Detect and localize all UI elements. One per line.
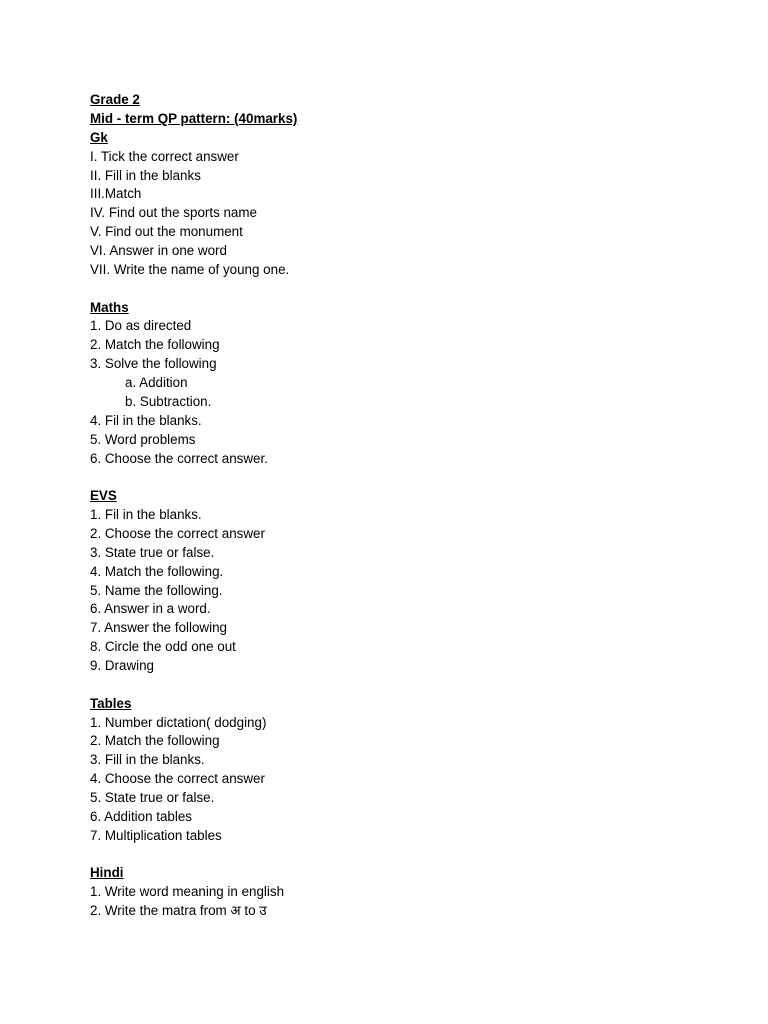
list-item: 2. Choose the correct answer xyxy=(90,525,265,541)
section-spacer xyxy=(90,469,730,488)
list-item: 1. Write word meaning in english xyxy=(90,884,285,900)
document-title: Grade 2 xyxy=(90,92,140,107)
section-spacer xyxy=(90,676,730,695)
list-item: 2. Match the following xyxy=(90,337,220,353)
sub-list-item: a. Addition xyxy=(125,375,188,391)
list-item: 5. State true or false. xyxy=(90,790,215,806)
section-heading-evs: EVS xyxy=(90,488,117,504)
section-heading-maths: Maths xyxy=(90,299,129,315)
list-item: 6. Addition tables xyxy=(90,808,192,824)
list-item: 3. Solve the following xyxy=(90,356,217,372)
list-item: VI. Answer in one word xyxy=(90,243,227,259)
list-item: 6. Answer in a word. xyxy=(90,601,211,617)
list-item: 5. Name the following. xyxy=(90,582,223,598)
list-item: 1. Fil in the blanks. xyxy=(90,507,202,522)
list-item: 4. Match the following. xyxy=(90,563,224,579)
list-item: 5. Word problems xyxy=(90,431,196,447)
list-item: 1. Do as directed xyxy=(90,318,192,334)
section-maths xyxy=(90,299,730,469)
section-evs xyxy=(90,487,730,676)
sub-list-item: b. Subtraction. xyxy=(125,393,212,409)
list-item: 6. Choose the correct answer. xyxy=(90,450,268,466)
list-item: 8. Circle the odd one out xyxy=(90,639,236,655)
list-item: 7. Multiplication tables xyxy=(90,827,222,843)
section-hindi xyxy=(90,864,730,921)
section-spacer xyxy=(90,280,730,299)
list-item: 2. Match the following xyxy=(90,733,220,749)
list-item: VII. Write the name of young one. xyxy=(90,262,290,278)
document-subtitle: Mid - term QP pattern: (40marks) xyxy=(90,110,298,126)
list-item: V. Find out the monument xyxy=(90,224,243,240)
section-heading-gk: Gk xyxy=(90,129,108,145)
list-item: III.Match xyxy=(90,186,142,202)
list-item: 3. Fill in the blanks. xyxy=(90,752,205,768)
document-page xyxy=(90,91,730,921)
list-item: 1. Number dictation( dodging) xyxy=(90,714,267,730)
list-item: 3. State true or false. xyxy=(90,544,215,560)
list-item: 4. Fil in the blanks. xyxy=(90,412,202,428)
section-spacer xyxy=(90,846,730,865)
list-item: 2. Write the matra from अ to उ xyxy=(90,903,267,919)
section-tables xyxy=(90,695,730,846)
section-heading-tables: Tables xyxy=(90,695,132,711)
list-item: 4. Choose the correct answer xyxy=(90,771,265,787)
list-item: I. Tick the correct answer xyxy=(90,148,239,164)
list-item: II. Fill in the blanks xyxy=(90,167,201,183)
section-heading-hindi: Hindi xyxy=(90,865,124,881)
list-item: IV. Find out the sports name xyxy=(90,205,257,221)
list-item: 9. Drawing xyxy=(90,658,155,674)
list-item: 7. Answer the following xyxy=(90,620,227,636)
section-gk xyxy=(90,129,730,280)
